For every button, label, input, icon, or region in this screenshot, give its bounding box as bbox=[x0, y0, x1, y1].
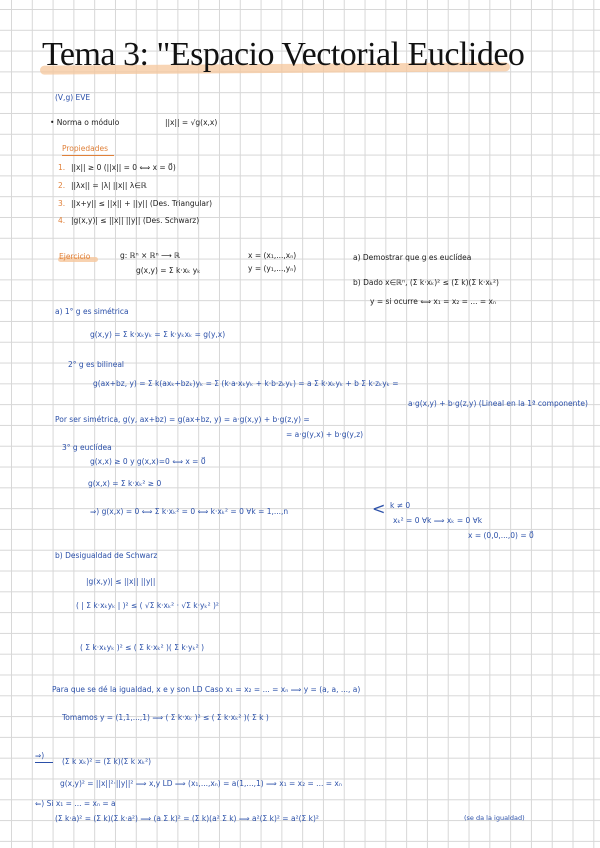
sol-b-tomamos: Tomamos y = (1,1,...,1) ⟹ ( Σ k·xₖ )² ≤ ( Σ k·xₖ² )( Σ k ) bbox=[62, 713, 269, 722]
sol-a-bilineal-2: a·g(x,y) + b·g(z,y) (Lineal en la 1ª componente) bbox=[408, 399, 588, 408]
sol-a-symmetry: g(x,y) = Σ k·xₖyₖ = Σ k·yₖxₖ = g(y,x) bbox=[90, 330, 226, 339]
prop-2-num: 2. bbox=[58, 181, 66, 190]
ejercicio-map: g: ℝⁿ × ℝⁿ ⟶ ℝ bbox=[120, 251, 181, 260]
sol-b-ineq-3: ( Σ k·xₖyₖ )² ≤ ( Σ k·xₖ² )( Σ k·yₖ² ) bbox=[80, 643, 205, 652]
page-title: Tema 3: "Espacio Vectorial Euclideo bbox=[42, 36, 525, 73]
ejercicio-b1: b) Dado x∈ℝⁿ, (Σ k·xₖ)² ≤ (Σ k)(Σ k·xₖ²) bbox=[353, 278, 499, 287]
sol-a-conclusion: x = (0,0,...,0) = 0⃗ bbox=[468, 531, 534, 540]
sol-b-caso: Para que se dé la igualdad, x e y son LD Caso x₁ = x₂ = ... = xₙ ⟹ y = (a, a, ..., a) bbox=[52, 685, 361, 694]
prop-3-num: 3. bbox=[58, 199, 66, 208]
prop-3-text: ||x+y|| ≤ ||x|| + ||y|| (Des. Triangular) bbox=[71, 199, 213, 208]
final-line-1: (Σ k xₖ)² = (Σ k)(Σ k xₖ²) bbox=[62, 757, 152, 766]
sol-a-bilineal-1: g(ax+bz, y) = Σ k(axₖ+bzₖ)yₖ = Σ (k·a·xₖyₖ + k·b·zₖyₖ) = a Σ k·xₖyₖ + b Σ k·zₖyₖ = bbox=[93, 379, 399, 388]
prop-2-text: ||λx|| = |λ| ||x|| λ∈ℝ bbox=[71, 181, 147, 190]
sol-a-bilineal-label: 2° g es bilineal bbox=[68, 360, 125, 369]
case-x: xₖ² = 0 ∀k ⟹ xₖ = 0 ∀k bbox=[393, 516, 483, 525]
final-line-2: g(x,y)² = ||x||²·||y||² ⟹ x,y LD ⟹ (x₁,...,xₙ) = a(1,...,1) ⟹ x₁ = x₂ = ... = xₙ bbox=[60, 779, 342, 788]
norma-definition: ||x|| = √g(x,x) bbox=[165, 118, 218, 127]
sol-a-label: a) 1° g es simétrica bbox=[55, 307, 129, 316]
sol-a-demostracion: ⇒) g(x,x) = 0 ⟺ Σ k·xₖ² = 0 ⟺ k·xₖ² = 0 ∀k = 1,...,n bbox=[90, 507, 289, 516]
final-line-3: ⇐) Si x₁ = ... = xₙ = a bbox=[35, 799, 116, 808]
final-note: (se da la igualdad) bbox=[464, 814, 525, 822]
prop-4-text: |g(x,y)| ≤ ||x|| ||y|| (Des. Schwarz) bbox=[71, 216, 200, 225]
sol-a-simetrica-1: Por ser simétrica, g(y, ax+bz) = g(ax+bz, y) = a·g(x,y) + b·g(z,y) = bbox=[55, 415, 310, 424]
x-vector: x = (x₁,...,xₙ) bbox=[248, 251, 297, 260]
final-tag: ⇒) bbox=[35, 751, 45, 760]
propiedades-heading: Propiedades bbox=[62, 144, 108, 153]
ejercicio-a: a) Demostrar que g es euclídea bbox=[353, 253, 472, 262]
prop-1-text: ||x|| ≥ 0 (||x|| = 0 ⟺ x = 0⃗) bbox=[71, 163, 176, 172]
prop-1-num: 1. bbox=[58, 163, 66, 172]
sol-a-euclidea-1: g(x,x) ≥ 0 y g(x,x)=0 ⟺ x = 0⃗ bbox=[90, 457, 206, 466]
prop-4-num: 4. bbox=[58, 216, 66, 225]
sol-a-simetrica-2: = a·g(y,x) + b·g(y,z) bbox=[286, 430, 364, 439]
sol-b-ineq-2: ( | Σ k·xₖyₖ | )² ≤ ( √Σ k·xₖ² · √Σ k·yₖ² )² bbox=[76, 601, 219, 610]
final-tag-underline bbox=[35, 762, 53, 763]
y-vector: y = (y₁,...,yₙ) bbox=[248, 264, 297, 273]
eve-pair: (V,g) EVE bbox=[55, 93, 91, 102]
sol-b-label: b) Desigualdad de Schwarz bbox=[55, 551, 158, 560]
sol-a-euclidea-label: 3° g euclídea bbox=[62, 443, 112, 452]
ejercicio-b2: y = si ocurre ⟺ x₁ = x₂ = ... = xₙ bbox=[370, 297, 496, 306]
final-line-4: (Σ k·a)² = (Σ k)(Σ k·a²) ⟹ (a Σ k)² = (Σ k)(a² Σ k) ⟹ a²(Σ k)² = a²(Σ k)² bbox=[55, 814, 319, 823]
ejercicio-gdef: g(x,y) = Σ k·xₖ yₖ bbox=[136, 266, 201, 275]
sol-b-ineq-1: |g(x,y)| ≤ ||x|| ||y|| bbox=[86, 577, 156, 586]
norma-label: • Norma o módulo bbox=[50, 118, 120, 127]
sol-a-euclidea-2: g(x,x) = Σ k·xₖ² ≥ 0 bbox=[88, 479, 162, 488]
ejercicio-label: Ejercicio bbox=[59, 252, 91, 261]
propiedades-underline bbox=[62, 155, 114, 156]
case-k: k ≠ 0 bbox=[390, 501, 411, 510]
brace-icon: < bbox=[372, 499, 386, 518]
